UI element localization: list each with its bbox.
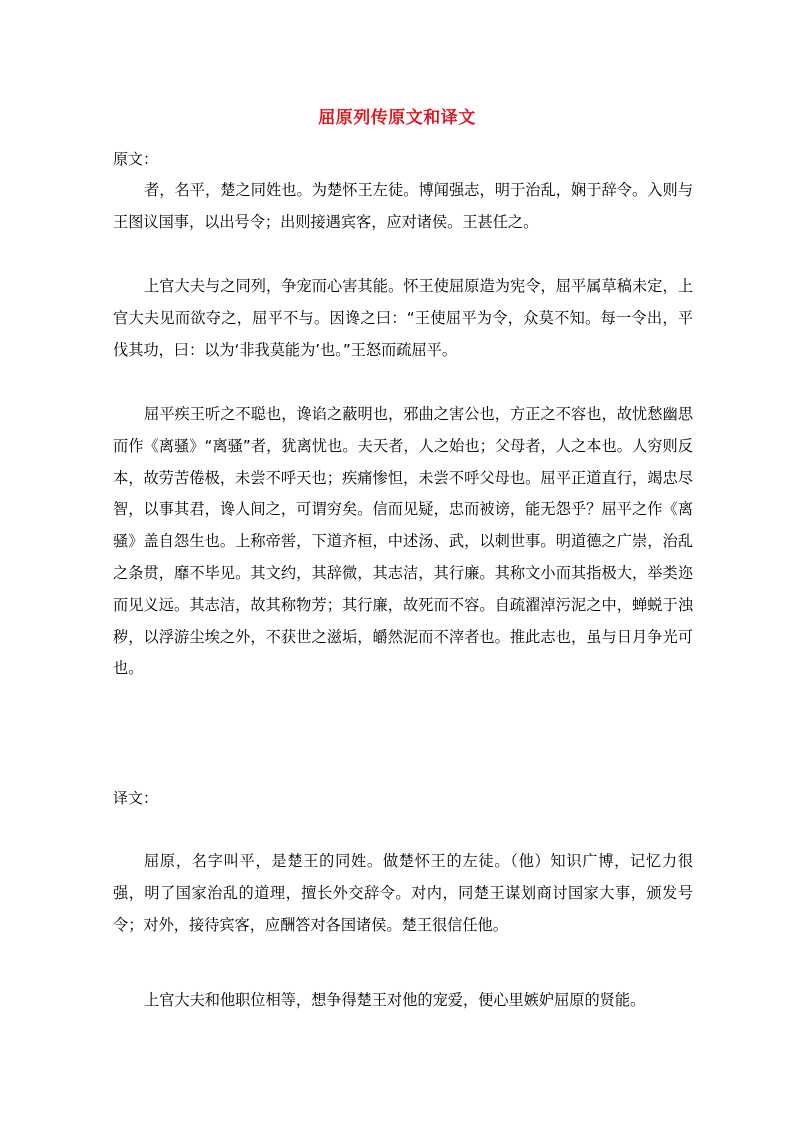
original-paragraph-3: 屈平疾王听之不聪也，谗谄之蔽明也，邪曲之害公也，方正之不容也，故忧愁幽思而作《离骚》“离骚”者，犹离忧也。夫天者，人之始也；父母者，人之本也。人穷则反本，故劳苦倦极，未尝不呼天也；疾痛惨怛，未尝不呼父母也。屈平正道直行，竭忠尽智，以事其君，谗人间之，可谓穷矣。信而见疑，忠而被谤，能无怨乎？屈平之作《离骚》盖自怨生也。上称帝喾，下道齐桓，中述汤、武，以刺世事。明道德之广崇，治乱之条贯，靡不毕见。其文约，其辞微，其志洁，其行廉。其称文小而其指极大，举类迩而见义远。其志洁，故其称物芳；其行廉，故死而不容。自疏濯淖污泥之中，蝉蜕于浊秽，以浮游尘埃之外，不获世之滋垢，皭然泥而不滓者也。推此志也，虽与日月争光可也。	[113, 405, 693, 678]
original-label: 原文：	[113, 150, 159, 168]
original-paragraph-1: 者，名平，楚之同姓也。为楚怀王左徒。博闻强志，明于治乱，娴于辞令。入则与王图议国事，以出号令；出则接遇宾客，应对诸侯。王甚任之。	[113, 181, 693, 231]
translation-paragraph-2: 上官大夫和他职位相等，想争得楚王对他的宠爱，便心里嫉妒屈原的贤能。	[144, 991, 646, 1009]
translation-paragraph-1: 屈原，名字叫平，是楚王的同姓。做楚怀王的左徒。（他）知识广博，记忆力很强，明了国家治乱的道理，擅长外交辞令。对内，同楚王谋划商讨国家大事，颁发号令；对外，接待宾客，应酬答对各国诸侯。楚王很信任他。	[113, 852, 693, 934]
original-paragraph-2: 上官大夫与之同列，争宠而心害其能。怀王使屈原造为宪令，屈平属草稿未定，上官大夫见而欲夺之，屈平不与。因谗之曰：“王使屈平为令，众莫不知。每一令出，平伐其功，曰：以为‘非我莫能为’也。”王怒而疏屈平。	[113, 277, 693, 359]
translation-label: 译文：	[113, 789, 159, 807]
document-title: 屈原列传原文和译文	[318, 108, 476, 128]
